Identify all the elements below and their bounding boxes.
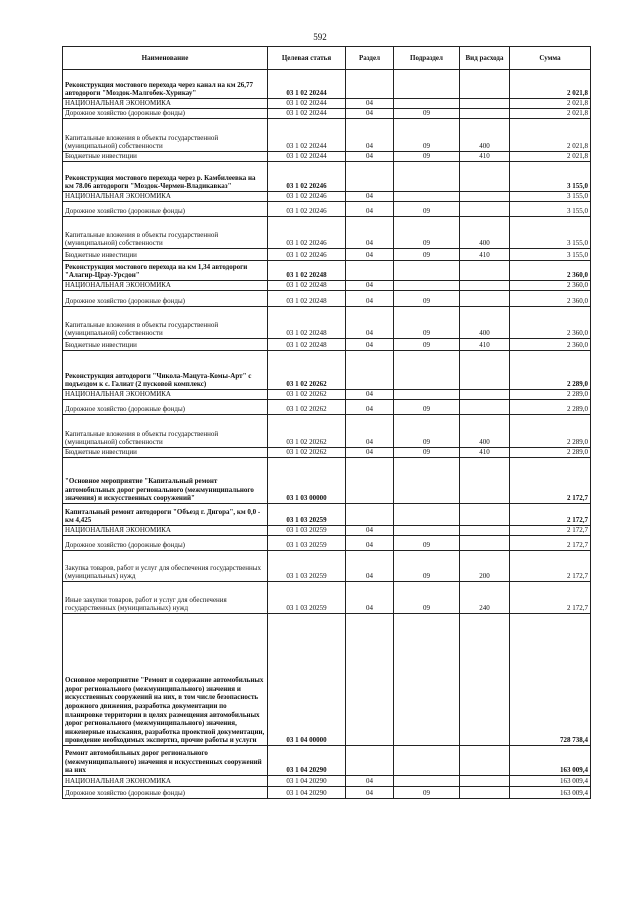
row-amount: 728 738,4 xyxy=(510,614,591,746)
row-section: 04 xyxy=(346,119,394,152)
row-expense-type xyxy=(460,99,510,109)
row-expense-type: 410 xyxy=(460,339,510,351)
row-target-article: 03 1 02 20248 xyxy=(268,339,346,351)
row-name: Дорожное хозяйство (дорожные фонды) xyxy=(63,109,268,119)
row-amount: 3 155,0 xyxy=(510,202,591,217)
row-name: Капитальные вложения в объекты государственной (муниципальной) собственности xyxy=(63,307,268,339)
row-target-article: 03 1 02 20244 xyxy=(268,152,346,162)
table-row xyxy=(63,746,591,776)
header-target-article: Целевая статья xyxy=(268,47,346,70)
row-name: Бюджетные инвестиции xyxy=(63,152,268,162)
row-expense-type xyxy=(460,192,510,202)
row-name: НАЦИОНАЛЬНАЯ ЭКОНОМИКА xyxy=(63,99,268,109)
row-amount: 2 021,8 xyxy=(510,99,591,109)
row-section xyxy=(346,504,394,526)
row-name: Дорожное хозяйство (дорожные фонды) xyxy=(63,536,268,551)
row-expense-type: 400 xyxy=(460,217,510,249)
row-target-article: 03 1 02 20262 xyxy=(268,400,346,415)
row-amount: 2 021,8 xyxy=(510,109,591,119)
table-row xyxy=(63,582,591,614)
table-row xyxy=(63,109,591,119)
row-expense-type xyxy=(460,261,510,281)
row-target-article: 03 1 02 20248 xyxy=(268,261,346,281)
row-expense-type xyxy=(460,109,510,119)
row-name: Дорожное хозяйство (дорожные фонды) xyxy=(63,291,268,307)
row-subsection: 09 xyxy=(394,217,460,249)
header-amount: Сумма xyxy=(510,47,591,70)
row-expense-type xyxy=(460,281,510,291)
row-section: 04 xyxy=(346,291,394,307)
page-number: 592 xyxy=(313,32,327,42)
row-subsection: 09 xyxy=(394,119,460,152)
row-target-article: 03 1 02 20262 xyxy=(268,415,346,448)
row-subsection xyxy=(394,261,460,281)
row-subsection xyxy=(394,526,460,536)
header-subsection: Подраздел xyxy=(394,47,460,70)
row-section: 04 xyxy=(346,281,394,291)
table-row xyxy=(63,217,591,249)
row-section xyxy=(346,162,394,192)
row-subsection xyxy=(394,281,460,291)
row-name: Капитальный ремонт автодороги "Объезд г. Дигора", км 0,0 - км 4,425 xyxy=(63,504,268,526)
row-amount: 2 360,0 xyxy=(510,281,591,291)
row-expense-type xyxy=(460,526,510,536)
row-target-article: 03 1 03 20259 xyxy=(268,526,346,536)
table-row xyxy=(63,202,591,217)
header-expense-type: Вид расхода xyxy=(460,47,510,70)
row-expense-type xyxy=(460,746,510,776)
row-section: 04 xyxy=(346,217,394,249)
row-target-article: 03 1 02 20262 xyxy=(268,448,346,458)
row-name: НАЦИОНАЛЬНАЯ ЭКОНОМИКА xyxy=(63,390,268,400)
row-target-article: 03 1 03 00000 xyxy=(268,458,346,504)
table-row xyxy=(63,787,591,799)
row-section: 04 xyxy=(346,415,394,448)
row-subsection: 09 xyxy=(394,109,460,119)
row-amount: 163 009,4 xyxy=(510,787,591,799)
table-row xyxy=(63,526,591,536)
header-name: Наименование xyxy=(63,47,268,70)
row-target-article: 03 1 02 20262 xyxy=(268,351,346,390)
row-amount: 3 155,0 xyxy=(510,217,591,249)
row-subsection: 09 xyxy=(394,291,460,307)
row-target-article: 03 1 02 20262 xyxy=(268,390,346,400)
row-section: 04 xyxy=(346,152,394,162)
row-section: 04 xyxy=(346,202,394,217)
row-amount: 2 289,0 xyxy=(510,390,591,400)
row-expense-type: 400 xyxy=(460,415,510,448)
row-section: 04 xyxy=(346,307,394,339)
row-section: 04 xyxy=(346,339,394,351)
table-row xyxy=(63,162,591,192)
row-amount: 2 021,8 xyxy=(510,152,591,162)
row-amount: 2 360,0 xyxy=(510,307,591,339)
row-subsection: 09 xyxy=(394,551,460,582)
row-target-article: 03 1 02 20246 xyxy=(268,217,346,249)
row-name: Капитальные вложения в объекты государственной (муниципальной) собственности xyxy=(63,415,268,448)
table-row xyxy=(63,70,591,99)
row-subsection xyxy=(394,746,460,776)
row-section: 04 xyxy=(346,776,394,787)
row-expense-type xyxy=(460,776,510,787)
row-name: Реконструкция автодороги "Чикола-Мацута-Комы-Арт" с подъездом к с. Галиат (2 пусковой комплекс) xyxy=(63,351,268,390)
row-target-article: 03 1 02 20248 xyxy=(268,291,346,307)
row-target-article: 03 1 02 20244 xyxy=(268,99,346,109)
row-amount: 3 155,0 xyxy=(510,192,591,202)
table-row xyxy=(63,536,591,551)
row-amount: 2 360,0 xyxy=(510,291,591,307)
row-name: НАЦИОНАЛЬНАЯ ЭКОНОМИКА xyxy=(63,526,268,536)
row-target-article: 03 1 02 20246 xyxy=(268,202,346,217)
row-target-article: 03 1 02 20248 xyxy=(268,307,346,339)
row-subsection xyxy=(394,192,460,202)
table-row xyxy=(63,504,591,526)
row-section: 04 xyxy=(346,400,394,415)
row-name: НАЦИОНАЛЬНАЯ ЭКОНОМИКА xyxy=(63,776,268,787)
row-expense-type xyxy=(460,351,510,390)
row-name: "Основное мероприятие "Капитальный ремонт автомобильных дорог регионального (межмуниципального значения) и искусственных сооружений" xyxy=(63,458,268,504)
row-subsection: 09 xyxy=(394,249,460,261)
table-row xyxy=(63,281,591,291)
row-expense-type xyxy=(460,400,510,415)
table-row xyxy=(63,307,591,339)
row-expense-type: 400 xyxy=(460,307,510,339)
row-subsection: 09 xyxy=(394,202,460,217)
row-expense-type: 410 xyxy=(460,152,510,162)
row-amount: 2 289,0 xyxy=(510,400,591,415)
row-section: 04 xyxy=(346,192,394,202)
row-amount: 2 172,7 xyxy=(510,551,591,582)
row-amount: 2 172,7 xyxy=(510,458,591,504)
table-row xyxy=(63,99,591,109)
row-subsection: 09 xyxy=(394,152,460,162)
row-expense-type xyxy=(460,614,510,746)
row-amount: 3 155,0 xyxy=(510,162,591,192)
row-name: Закупка товаров, работ и услуг для обеспечения государственных (муниципальных) нужд xyxy=(63,551,268,582)
row-subsection xyxy=(394,776,460,787)
row-section: 04 xyxy=(346,582,394,614)
table-row xyxy=(63,400,591,415)
row-expense-type: 400 xyxy=(460,119,510,152)
row-section: 04 xyxy=(346,99,394,109)
row-expense-type: 240 xyxy=(460,582,510,614)
row-name: НАЦИОНАЛЬНАЯ ЭКОНОМИКА xyxy=(63,192,268,202)
row-name: Реконструкция мостового перехода на км 1,34 автодороги "Алагир-Црау-Урсдон" xyxy=(63,261,268,281)
row-amount: 163 009,4 xyxy=(510,776,591,787)
row-amount: 2 021,8 xyxy=(510,70,591,99)
table-row xyxy=(63,261,591,281)
row-name: НАЦИОНАЛЬНАЯ ЭКОНОМИКА xyxy=(63,281,268,291)
table-row xyxy=(63,448,591,458)
row-expense-type: 410 xyxy=(460,249,510,261)
row-target-article: 03 1 03 20259 xyxy=(268,504,346,526)
row-section xyxy=(346,261,394,281)
row-name: Иные закупки товаров, работ и услуг для обеспечения государственных (муниципальных) нужд xyxy=(63,582,268,614)
row-amount: 163 009,4 xyxy=(510,746,591,776)
row-target-article: 03 1 03 20259 xyxy=(268,536,346,551)
row-amount: 2 360,0 xyxy=(510,261,591,281)
row-expense-type xyxy=(460,291,510,307)
row-target-article: 03 1 02 20246 xyxy=(268,162,346,192)
row-amount: 3 155,0 xyxy=(510,249,591,261)
row-target-article: 03 1 03 20259 xyxy=(268,582,346,614)
row-expense-type: 200 xyxy=(460,551,510,582)
row-section: 04 xyxy=(346,551,394,582)
row-amount: 2 289,0 xyxy=(510,351,591,390)
row-expense-type xyxy=(460,504,510,526)
row-subsection xyxy=(394,458,460,504)
table-row xyxy=(63,776,591,787)
row-subsection: 09 xyxy=(394,582,460,614)
row-subsection: 09 xyxy=(394,448,460,458)
row-amount: 2 360,0 xyxy=(510,339,591,351)
row-subsection: 09 xyxy=(394,415,460,448)
row-expense-type xyxy=(460,390,510,400)
table-row xyxy=(63,551,591,582)
row-section: 04 xyxy=(346,526,394,536)
row-subsection xyxy=(394,99,460,109)
table-row xyxy=(63,249,591,261)
table-row xyxy=(63,119,591,152)
row-amount: 2 021,8 xyxy=(510,119,591,152)
row-name: Бюджетные инвестиции xyxy=(63,339,268,351)
table-header-row xyxy=(63,47,591,70)
row-subsection xyxy=(394,614,460,746)
row-subsection: 09 xyxy=(394,536,460,551)
row-amount: 2 172,7 xyxy=(510,536,591,551)
row-expense-type xyxy=(460,536,510,551)
row-target-article: 03 1 03 20259 xyxy=(268,551,346,582)
row-section: 04 xyxy=(346,448,394,458)
row-name: Ремонт автомобильных дорог регионального (межмуниципального) значения и искусственных сооружений на них xyxy=(63,746,268,776)
row-subsection: 09 xyxy=(394,400,460,415)
table-row xyxy=(63,614,591,746)
table-body xyxy=(63,70,591,799)
row-subsection: 09 xyxy=(394,339,460,351)
row-section xyxy=(346,614,394,746)
row-target-article: 03 1 02 20246 xyxy=(268,249,346,261)
row-target-article: 03 1 02 20244 xyxy=(268,119,346,152)
row-target-article: 03 1 02 20244 xyxy=(268,109,346,119)
table-row xyxy=(63,458,591,504)
row-expense-type xyxy=(460,787,510,799)
row-subsection xyxy=(394,162,460,192)
row-name: Реконструкция мостового перехода через канал на км 26,77 автодороги "Моздок-Малгобек-Хурикау" xyxy=(63,70,268,99)
row-subsection xyxy=(394,390,460,400)
row-expense-type xyxy=(460,162,510,192)
header-section: Раздел xyxy=(346,47,394,70)
row-amount: 2 172,7 xyxy=(510,526,591,536)
row-section xyxy=(346,458,394,504)
row-name: Капитальные вложения в объекты государственной (муниципальной) собственности xyxy=(63,217,268,249)
row-target-article: 03 1 04 00000 xyxy=(268,614,346,746)
row-expense-type xyxy=(460,70,510,99)
row-section: 04 xyxy=(346,249,394,261)
row-section: 04 xyxy=(346,787,394,799)
row-section xyxy=(346,746,394,776)
table-row xyxy=(63,291,591,307)
row-amount: 2 172,7 xyxy=(510,582,591,614)
row-section xyxy=(346,351,394,390)
row-name: Реконструкция мостового перехода через р. Камбилеевка на км 78.06 автодороги "Моздок-Чермен-Владикавказ" xyxy=(63,162,268,192)
row-subsection xyxy=(394,504,460,526)
table-row xyxy=(63,415,591,448)
table-row xyxy=(63,192,591,202)
table-row xyxy=(63,351,591,390)
row-expense-type: 410 xyxy=(460,448,510,458)
row-section: 04 xyxy=(346,109,394,119)
row-section: 04 xyxy=(346,536,394,551)
row-subsection xyxy=(394,351,460,390)
row-target-article: 03 1 04 20290 xyxy=(268,746,346,776)
row-name: Бюджетные инвестиции xyxy=(63,448,268,458)
row-subsection xyxy=(394,70,460,99)
row-target-article: 03 1 02 20246 xyxy=(268,192,346,202)
row-target-article: 03 1 04 20290 xyxy=(268,787,346,799)
table-row xyxy=(63,339,591,351)
row-subsection: 09 xyxy=(394,307,460,339)
row-amount: 2 172,7 xyxy=(510,504,591,526)
row-section: 04 xyxy=(346,390,394,400)
row-section xyxy=(346,70,394,99)
row-name: Основное мероприятие "Ремонт и содержание автомобильных дорог регионального (межмуниципального) значения и искусственных сооружений на них, в том числе безопасность дорожного движения, разработка документации по планировке территории в целях размещения автомобильных дорог регионального (межмуниципального) значения, инженерные изыскания, разработка проектной документации, проведение необходимых экспертиз, прочие работы и услуги xyxy=(63,614,268,746)
row-target-article: 03 1 02 20248 xyxy=(268,281,346,291)
row-amount: 2 289,0 xyxy=(510,448,591,458)
row-target-article: 03 1 04 20290 xyxy=(268,776,346,787)
row-name: Дорожное хозяйство (дорожные фонды) xyxy=(63,787,268,799)
row-name: Дорожное хозяйство (дорожные фонды) xyxy=(63,400,268,415)
row-name: Бюджетные инвестиции xyxy=(63,249,268,261)
budget-table xyxy=(62,46,591,799)
row-name: Дорожное хозяйство (дорожные фонды) xyxy=(63,202,268,217)
row-amount: 2 289,0 xyxy=(510,415,591,448)
row-name: Капитальные вложения в объекты государственной (муниципальной) собственности xyxy=(63,119,268,152)
row-expense-type xyxy=(460,202,510,217)
table-row xyxy=(63,390,591,400)
row-target-article: 03 1 02 20244 xyxy=(268,70,346,99)
row-subsection: 09 xyxy=(394,787,460,799)
row-expense-type xyxy=(460,458,510,504)
table-row xyxy=(63,152,591,162)
